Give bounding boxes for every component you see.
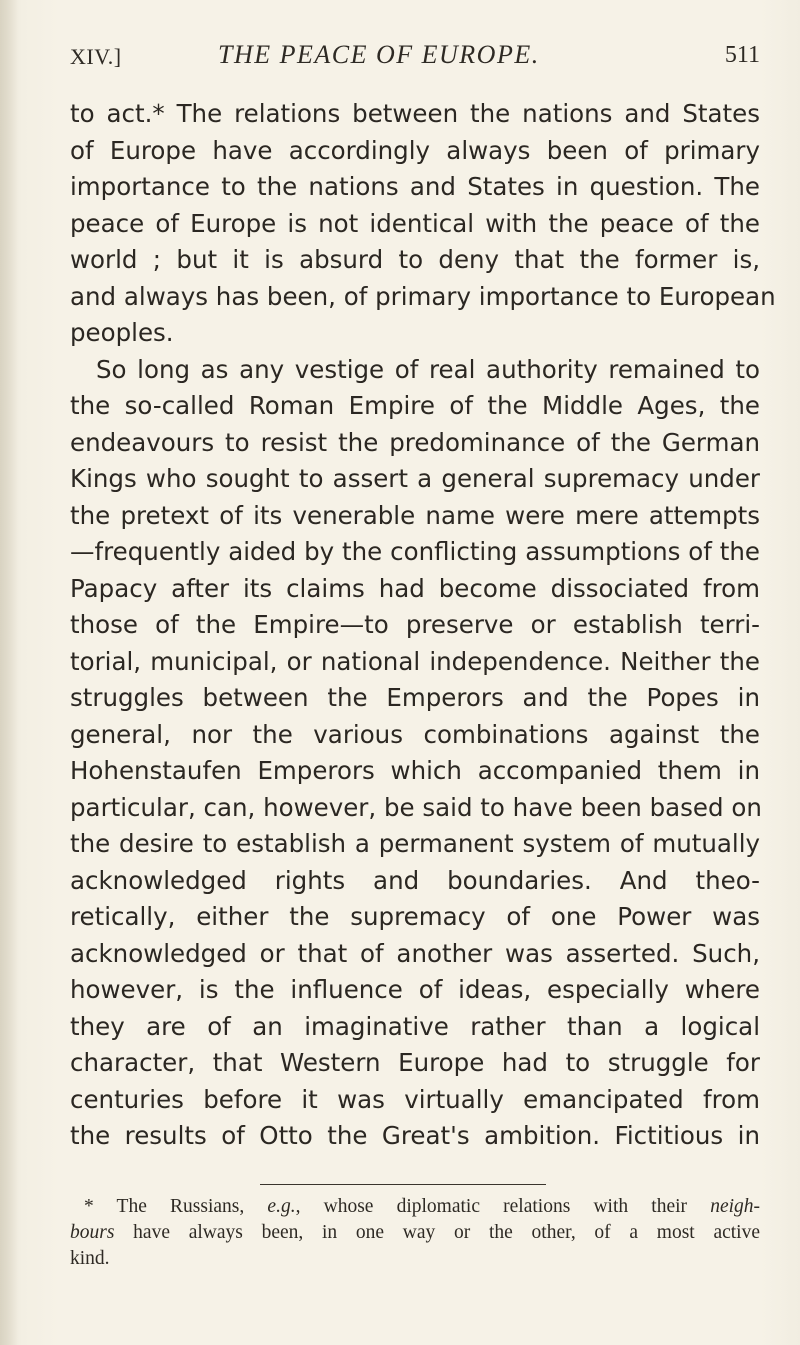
text-line: centuries before it was virtually emancipated from	[70, 1084, 760, 1114]
gutter-shadow	[0, 0, 18, 1345]
text-line: struggles between the Emperors and the Popes in	[70, 683, 760, 712]
footnote-italic: neigh-	[710, 1196, 761, 1217]
running-header	[70, 36, 760, 76]
text-line: character, that Western Europe had to struggle for	[70, 1048, 760, 1077]
text-line: however, is the influence of ideas, especially where	[70, 975, 760, 1004]
footnote-italic: e.g.	[267, 1196, 296, 1217]
text-line: the results of Otto the Great's ambition. Fictitious in	[70, 1121, 760, 1150]
running-title: THE PEACE OF EUROPE.	[218, 40, 540, 69]
footnote-italic: bours	[70, 1222, 115, 1243]
footnote-text: have always been, in one way or the other, of a most active	[114, 1222, 760, 1243]
text-line: torial, municipal, or national independence. Neither the	[70, 646, 760, 676]
text-line: Hohenstaufen Emperors which accompanied them in	[70, 756, 760, 785]
text-line: peace of Europe is not identical with the peace of the	[70, 208, 760, 238]
chapter-number: XIV.]	[70, 44, 122, 69]
page-number: 511	[724, 42, 760, 68]
body-text	[70, 96, 776, 1155]
text-line: to act.* The relations between the nations and States	[70, 99, 760, 128]
text-line: general, nor the various combinations against the	[70, 719, 760, 749]
text-line: those of the Empire—to preserve or establish terri-	[70, 610, 760, 639]
text-line: Kings who sought to assert a general supremacy under	[70, 464, 760, 493]
text-line: —frequently aided by the conflicting assumptions of the	[70, 537, 760, 566]
text-line: retically, either the supremacy of one Power was	[70, 902, 760, 931]
footnote-text: , whose diplomatic relations with their	[295, 1196, 711, 1217]
text-line: So long as any vestige of real authority remained to	[96, 354, 760, 384]
text-line: world ; but it is absurd to deny that the former is,	[70, 245, 760, 274]
text-line: endeavours to resist the predominance of the German	[70, 427, 760, 457]
text-line: importance to the nations and States in question. The	[70, 172, 760, 201]
footnote-rule	[260, 1184, 546, 1185]
footnote	[70, 1194, 760, 1272]
footnote-line	[70, 1220, 760, 1246]
text-line: and always has been, of primary importance to European	[70, 281, 776, 311]
footnote-text: * The Russians,	[84, 1196, 268, 1217]
text-line: particular, can, however, be said to have been based on	[70, 792, 762, 822]
text-line: of Europe have accordingly always been of primary	[70, 135, 760, 165]
footnote-line	[70, 1194, 760, 1220]
footnote-line: kind.	[70, 1248, 110, 1269]
text-line: they are of an imaginative rather than a logical	[70, 1011, 760, 1041]
text-line: Papacy after its claims had become dissociated from	[70, 573, 760, 603]
text-line: the desire to establish a permanent system of mutually	[70, 829, 760, 858]
text-line: acknowledged rights and boundaries. And theo-	[70, 865, 760, 895]
text-line: the so-called Roman Empire of the Middle Ages, the	[70, 391, 760, 420]
text-line: peoples.	[70, 318, 174, 347]
text-line: the pretext of its venerable name were mere attempts	[70, 500, 760, 530]
text-line: acknowledged or that of another was asserted. Such,	[70, 938, 760, 968]
